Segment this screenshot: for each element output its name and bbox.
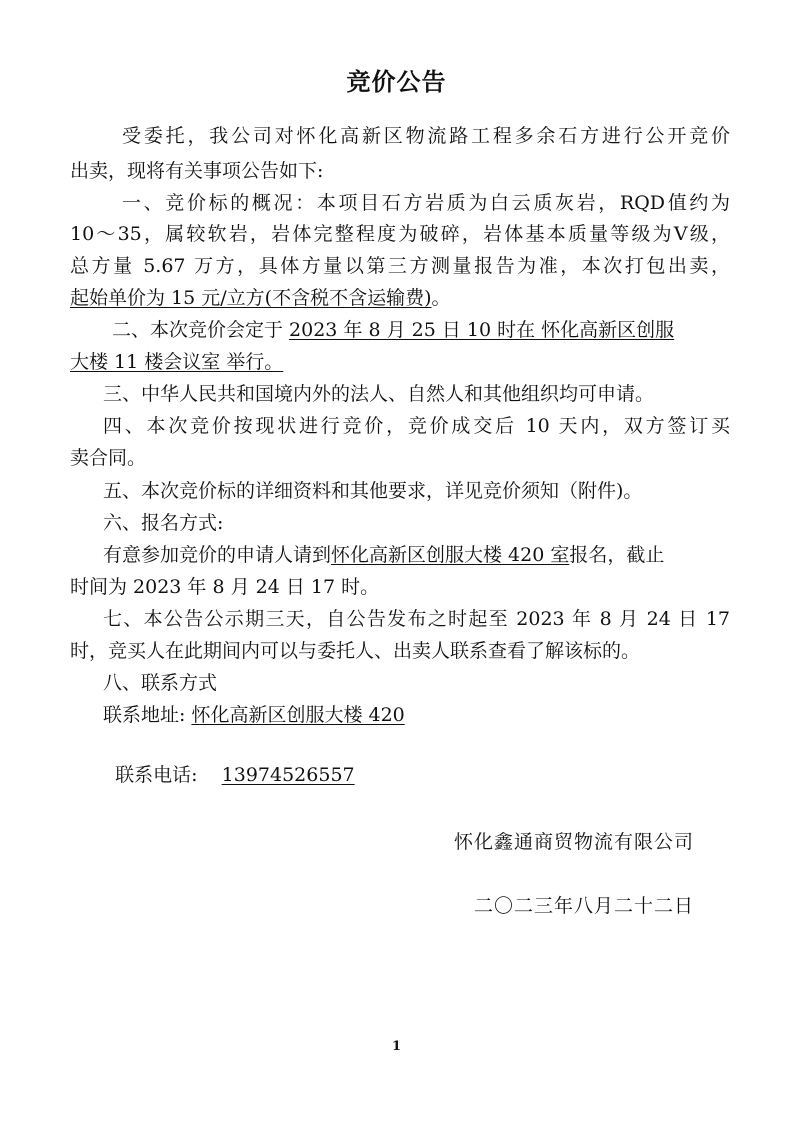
starting-price-text: 起始单价为 15 元/立方(不含税不含运输费) [70, 287, 432, 309]
section-4-line-1: 四、本次竞价按现状进行竞价，竞价成交后 10 天内，双方签订买 [103, 415, 730, 437]
contact-phone-line [103, 733, 730, 789]
contact-phone-value: 13974526557 [221, 764, 355, 786]
section-8-heading: 八、联系方式 [103, 672, 218, 694]
section-2-line-2 [70, 348, 730, 376]
section-1-line-1: 一、竞价标的概况：本项目石方岩质为白云质灰岩，RQD值约为 [122, 192, 730, 214]
section-3-line: 三、中华人民共和国境内外的法人、自然人和其他组织均可申请。 [103, 383, 655, 405]
contact-phone-label: 联系电话: [115, 764, 222, 786]
signature-company: 怀化鑫通商贸物流有限公司 [453, 831, 694, 853]
contact-address-value: 怀化高新区创服大楼 420 [191, 704, 405, 726]
contact-address-line [103, 701, 730, 729]
section-1-line-3: 总方量 5.67 万方，具体方量以第三方测量报告为准，本次打包出卖， [70, 255, 730, 277]
section-1-line-2: 10～35，属较软岩，岩体完整程度为破碎，岩体基本质量等级为Ⅴ级， [70, 223, 730, 245]
section-4-line-2: 卖合同。 [70, 447, 147, 469]
section-7-line-2: 时，竞买人在此期间内可以与委托人、出卖人联系查看了解该标的。 [70, 640, 641, 662]
intro-line-1: 受委托，我公司对怀化高新区物流路工程多余石方进行公开竞价 [122, 125, 730, 147]
auction-venue-text: 大楼 11 楼会议室 举行。 [70, 351, 284, 373]
section-6-line-1 [103, 541, 730, 569]
page-number: 1 [391, 1039, 402, 1054]
section-1-line-4 [70, 284, 730, 312]
contact-address-label: 联系地址: [103, 704, 192, 726]
registration-prefix: 有意参加竞价的申请人请到 [103, 544, 332, 566]
document-title: 竞价公告 [346, 68, 447, 96]
auction-time-place-text: 2023 年 8 月 25 日 10 时在 怀化高新区创服 [289, 319, 675, 341]
intro-line-2: 出卖，现将有关事项公告如下: [70, 160, 324, 182]
section-7-line-1: 七、本公告公示期三天，自公告发布之时起至 2023 年 8 月 24 日 17 [103, 608, 730, 630]
section-6-line-2: 时间为 2023 年 8 月 24 日 17 时。 [70, 576, 380, 598]
section-1-line-4-end: 。 [431, 287, 451, 309]
section-5-line: 五、本次竞价标的详细资料和其他要求，详见竞价须知（附件)。 [103, 480, 643, 502]
registration-suffix: 报名，截止 [569, 544, 665, 566]
section-2-prefix: 二、本次竞价会定于 [112, 319, 290, 341]
section-6-heading: 六、报名方式: [103, 512, 224, 534]
signature-date: 二〇二三年八月二十二日 [473, 895, 694, 917]
registration-location-text: 怀化高新区创服大楼 420 室 [331, 544, 570, 566]
section-2-line-1 [112, 316, 730, 344]
